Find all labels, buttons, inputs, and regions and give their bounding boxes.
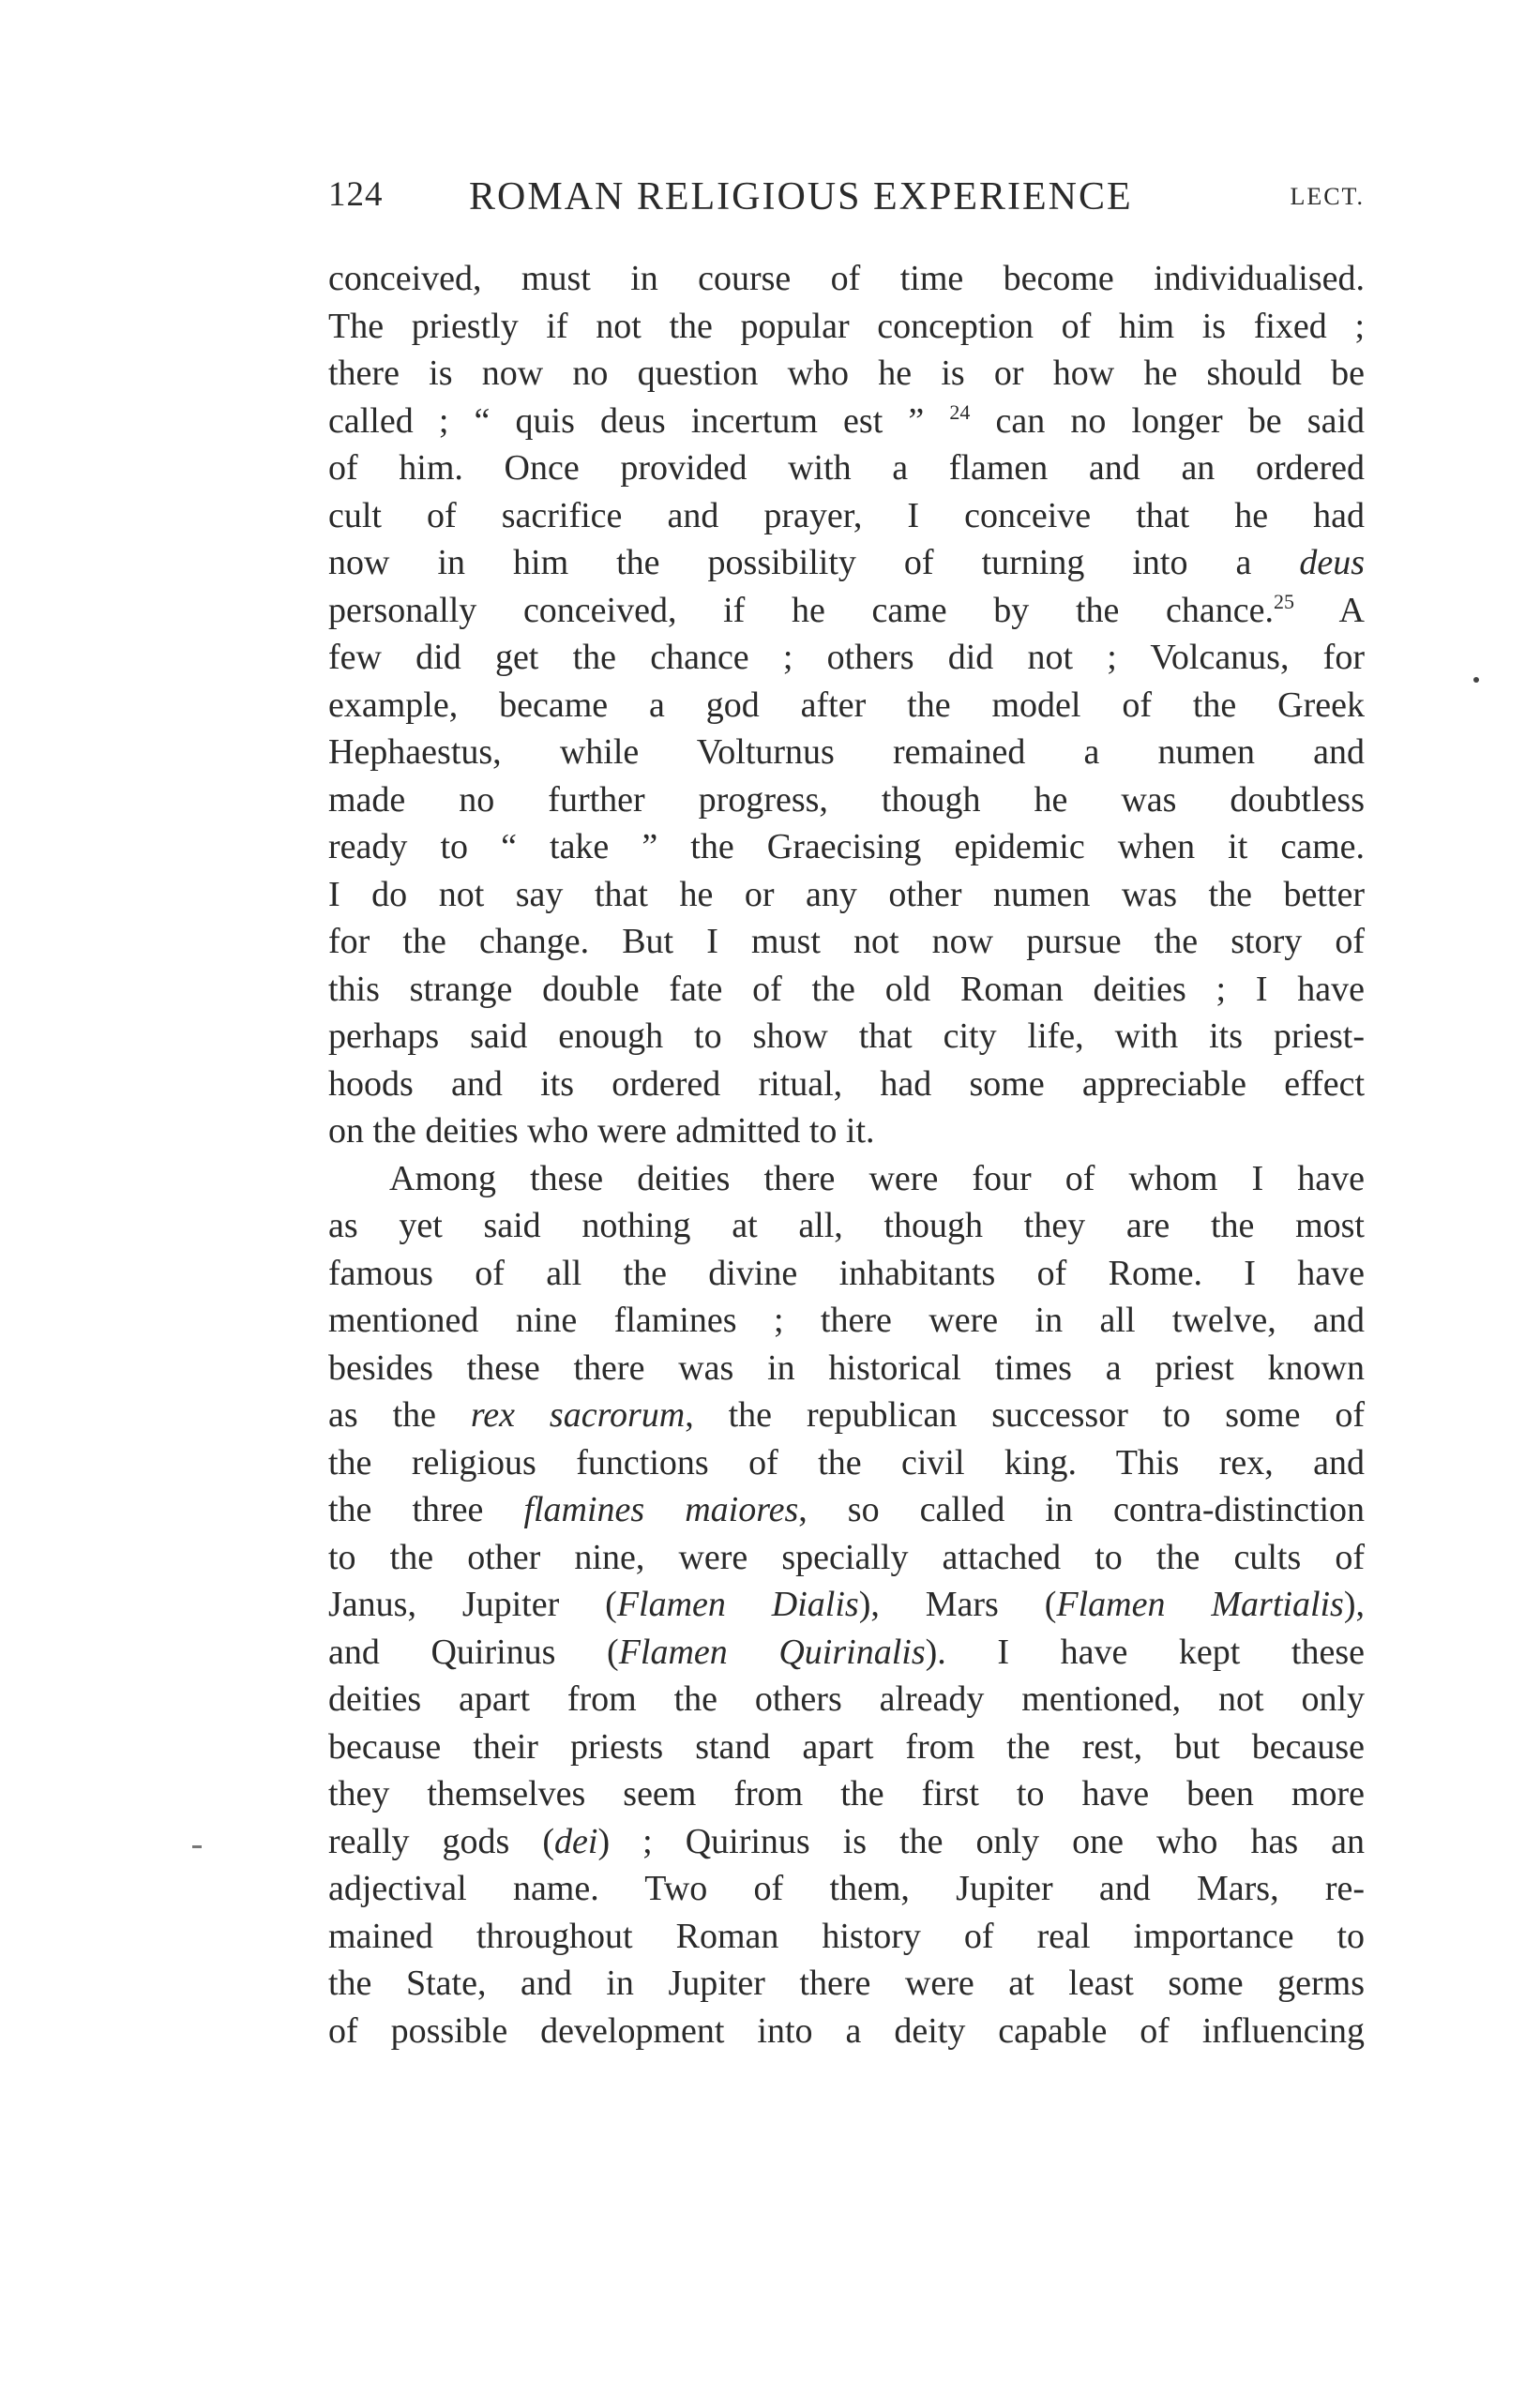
text-line [328,1202,1365,1250]
running-title: ROMAN RELIGIOUS EXPERIENCE [469,175,1133,218]
text-segment: ready to “ take ” the Graecising epidemic when it came. [328,827,1365,866]
text-line [328,303,1365,351]
text-line [328,823,1365,871]
text-segment: called ; “ quis deus incertum est ” [328,400,950,441]
text-segment: adjectival name. Two of them, Jupiter and Mars, re- [328,1869,1365,1908]
text-segment: of possible development into a deity capable of influencing [328,2010,1365,2051]
running-lect: LECT. [1290,183,1365,210]
text-line [328,2008,1365,2055]
text-line [328,1960,1365,2008]
text-segment: perhaps said enough to show that city life, with its priest- [328,1016,1365,1056]
text-segment: the three [328,1490,524,1529]
text-line [328,1581,1365,1629]
text-segment: for the change. But I must not now pursue the story of [328,922,1365,961]
text-segment: deities apart from the others already mentioned, not only [328,1679,1365,1719]
italic-text: Flamen Martialis [1056,1585,1344,1624]
text-segment: cult of sacrifice and prayer, I conceive that he had [328,495,1365,535]
text-segment: famous of all the divine inhabitants of Rome. I have [328,1253,1365,1293]
text-segment: ). I have kept these [925,1632,1366,1672]
text-segment: as yet said nothing at all, though they are the most [328,1206,1365,1245]
text-line [328,1107,1365,1155]
footnote-ref: 24 [949,399,971,424]
text-segment: ), Mars ( [858,1585,1057,1624]
text-segment: personally conceived, if he came by the chance. [328,590,1274,630]
text-line [328,255,1365,303]
text-segment: there is now no question who he is or how he should be [328,354,1365,393]
italic-text: flamines maiores [523,1490,799,1529]
text-segment: now in him the possibility of turning into a [328,543,1300,582]
text-line [328,539,1365,587]
text-line [328,1013,1365,1061]
text-line [328,1439,1365,1487]
text-line [328,492,1365,540]
text-line [328,1629,1365,1677]
text-segment: I do not say that he or any other numen was the better [328,874,1365,914]
running-header [328,174,1365,231]
page-number: 124 [328,175,384,214]
text-line [328,444,1365,492]
text-segment: besides these there was in historical times a priest known [328,1347,1365,1388]
text-segment: example, became a god after the model of the Greek [328,685,1365,725]
text-segment: hoods and its ordered ritual, had some appreciable effect [328,1063,1365,1104]
text-segment: mentioned nine flamines ; there were in all twelve, and [328,1301,1365,1340]
stray-mark-dot [1473,677,1479,683]
text-segment: made no further progress, though he was doubtless [328,779,1365,820]
text-line [328,966,1365,1014]
text-line [328,1534,1365,1582]
stray-mark-dash [192,1845,202,1848]
text-line [328,634,1365,682]
text-line [328,1770,1365,1818]
text-segment: as the [328,1395,471,1435]
text-segment: on the deities who were admitted to it. [328,1111,875,1151]
footnote-ref: 25 [1274,589,1294,613]
text-line [328,682,1365,730]
text-segment: , so called in contra-distinction [798,1490,1365,1529]
text-segment: Janus, Jupiter ( [328,1585,617,1624]
text-line [328,1345,1365,1392]
italic-text: Flamen Quirinalis [618,1632,926,1672]
text-line [328,918,1365,966]
text-segment: mained throughout Roman history of real importance to [328,1916,1365,1956]
text-segment: Hephaestus, while Volturnus remained a numen and [328,732,1365,772]
text-segment: Among these deities there were four of whom I have [389,1158,1365,1198]
text-segment: can no longer be said [970,400,1365,441]
text-segment: of him. Once provided with a flamen and an ordered [328,448,1365,488]
italic-text: rex sacrorum [470,1395,686,1435]
text-segment: the State, and in Jupiter there were at least some germs [328,1964,1365,2003]
text-line [328,1818,1365,1866]
text-line [328,729,1365,776]
text-line [328,1155,1365,1203]
text-segment: to the other nine, were specially attached to the cults of [328,1537,1365,1577]
text-line [328,1676,1365,1723]
text-segment: The priestly if not the popular conception of him is fixed ; [328,306,1365,346]
text-segment: because their priests stand apart from the rest, but because [328,1726,1365,1767]
text-line [328,1865,1365,1913]
text-segment: conceived, must in course of time become individualised. [328,259,1365,298]
text-line [328,1297,1365,1345]
italic-text: Flamen Dialis [616,1585,859,1624]
text-segment: ), [1343,1585,1365,1624]
text-segment: and Quirinus ( [328,1632,619,1672]
body-text [328,255,1365,2054]
text-line [328,1486,1365,1534]
text-line [328,398,1365,445]
text-segment: really gods ( [328,1821,554,1861]
text-line [328,871,1365,919]
text-line [328,1723,1365,1771]
text-segment: they themselves seem from the first to have been more [328,1774,1365,1814]
text-segment: this strange double fate of the old Roman deities ; I have [328,969,1365,1009]
text-line [328,1913,1365,1961]
text-line [328,776,1365,824]
text-line [328,1250,1365,1298]
text-segment: A [1294,590,1365,630]
text-segment: , the republican successor to some of [685,1395,1366,1435]
text-line [328,587,1365,635]
italic-text: deus [1299,543,1365,582]
text-segment: ) ; Quirinus is the only one who has an [597,1821,1365,1861]
text-line [328,1392,1365,1439]
text-line [328,1061,1365,1108]
italic-text: dei [554,1821,598,1861]
text-segment: few did get the chance ; others did not ; Volcanus, for [328,638,1365,677]
text-segment: the religious functions of the civil king. This rex, and [328,1442,1365,1482]
text-line [328,350,1365,398]
